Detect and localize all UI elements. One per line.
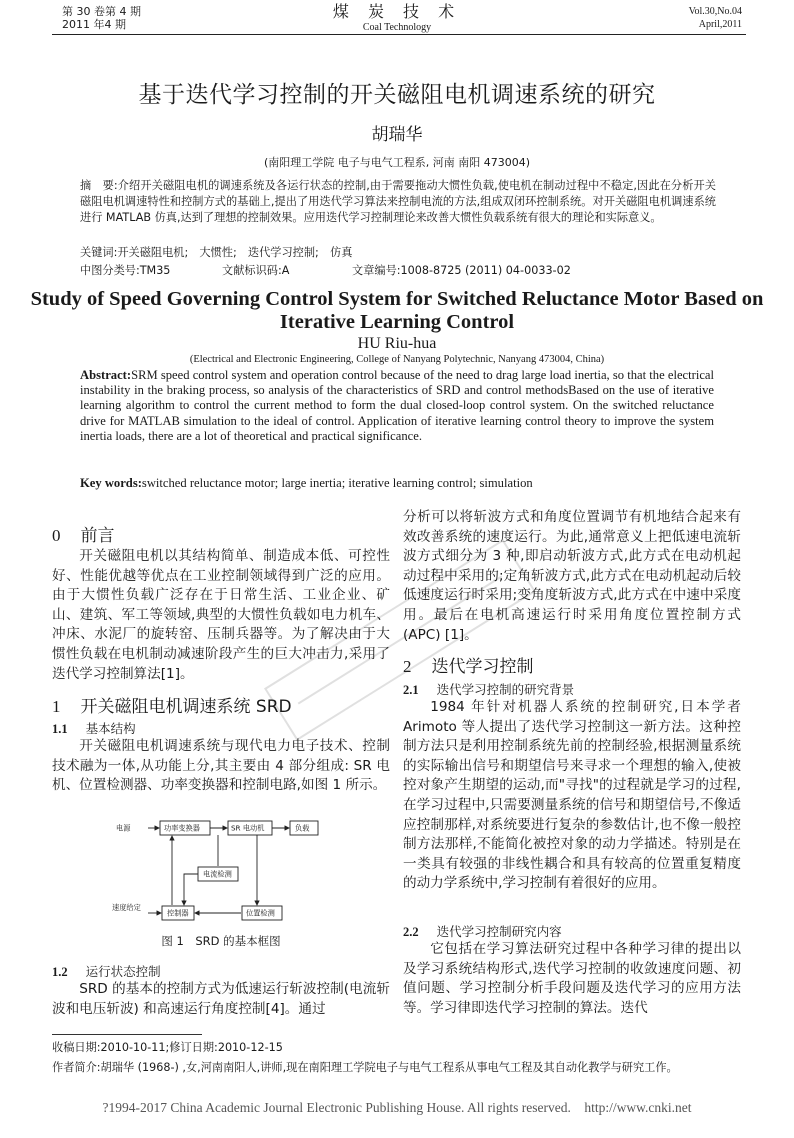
section-0-number: 0 — [52, 526, 61, 545]
paper-title-en: Study of Speed Governing Control System for Switched Reluctance Motor Based on Iterative Learning Control — [30, 288, 764, 333]
subsection-1-2-heading — [52, 962, 390, 980]
subsection-2-2-paragraph: 它包括在学习算法研究过程中各种学习律的提出以及学习系统结构形式,迭代学习控制的收敛速度问题、初值问题、学习控制分析手段问题及迭代学习的应用方法等。学习律即迭代学习控制的算法。迭代 — [403, 941, 741, 1016]
keywords-cn: 关键词:开关磁阻电机; 大惯性; 迭代学习控制; 仿真 — [80, 246, 353, 259]
subsection-1-1-heading — [52, 719, 390, 737]
header-rule — [52, 34, 746, 35]
position-detect-label: 位置检测 — [246, 908, 275, 918]
subsection-1-2-number: 1.2 — [52, 965, 68, 979]
current-feedback-line — [184, 874, 198, 905]
subsection-2-2-number: 2.2 — [403, 925, 419, 939]
section-1-title: 开关磁阻电机调速系统 SRD — [80, 697, 292, 717]
subsection-1-1-title: 基本结构 — [85, 721, 136, 736]
section-1-heading — [52, 692, 390, 717]
keywords-en-label: Key words: — [80, 476, 142, 490]
subsection-2-1-number: 2.1 — [403, 683, 419, 697]
section-1-number: 1 — [52, 697, 61, 716]
controller-label: 控制器 — [167, 908, 189, 918]
subsection-2-1-title: 迭代学习控制的研究背景 — [436, 682, 575, 697]
affiliation-cn: (南阳理工学院 电子与电气工程系, 河南 南阳 473004) — [263, 156, 531, 169]
author-bio: 作者简介:胡瑞华 (1968-) ,女,河南南阳人,讲师,现在南阳理工学院电子与电气工程系从事电气工程及其自动化教学与研究工作。 — [52, 1061, 678, 1074]
srd-block-diagram — [112, 818, 332, 928]
paper-title-cn: 基于迭代学习控制的开关磁阻电机调速系统的研究 — [138, 82, 656, 108]
volume-info-cn — [62, 5, 141, 31]
journal-name — [330, 2, 464, 34]
keywords-en — [80, 476, 533, 491]
keywords-en-text: switched reluctance motor; large inertia; iterative learning control; simulation — [141, 476, 533, 490]
volume-issue-en: Vol.30,No.04 — [688, 6, 742, 17]
section-0-title: 前言 — [80, 526, 115, 546]
subsection-2-2-heading — [403, 922, 741, 940]
abstract-cn: 摘 要:介绍开关磁阻电机的调速系统及各运行状态的控制,由于需要拖动大惯性负载,使电机在制动过程中不稳定,因此在分析开关磁阻电机调速特性和控制方式的基础上,提出了用迭代学习算法来控制电流的方法,组成双闭环控制系统。对开关磁阻电机调速系统进行 MATLAB 仿真,达到了理想的控制效果。应用迭代学习控制理论来改善大惯性负载系统有很大的理论和实际意义。 — [80, 179, 716, 224]
year-issue-cn: 2011 年4 期 — [62, 18, 126, 31]
section-2-heading — [403, 652, 741, 677]
footnote-rule — [52, 1034, 202, 1035]
load-label: 负载 — [295, 823, 310, 833]
document-code: 文献标识码:A — [222, 264, 290, 277]
subsection-1-2-paragraph: SRD 的基本的控制方式为低速运行斩波控制(电流斩波和电压斩波) 和高速运行角度控制[4]。通过 — [52, 981, 390, 1017]
section-2-title: 迭代学习控制 — [431, 657, 534, 677]
section-0-heading — [52, 521, 390, 546]
subsection-1-2-title: 运行状态控制 — [85, 964, 161, 979]
figure-1-caption: 图 1 SRD 的基本框图 — [161, 934, 281, 948]
subsection-1-1-paragraph: 开关磁阻电机调速系统与现代电力电子技术、控制技术融为一体,从功能上分,其主要由 4 部分组成: SR 电机、位置检测器、功率变换器和控制电路,如图 1 所示。 — [52, 738, 390, 794]
journal-name-en: Coal Technology — [362, 22, 432, 33]
date-en: April,2011 — [698, 19, 742, 30]
author-en: HU Riu-hua — [357, 335, 437, 352]
subsection-2-1-paragraph: 1984 年针对机器人系统的控制研究,日本学者 Arimoto 等人提出了迭代学习控制这一新方法。这种控制方法只是利用控制系统先前的控制经验,根据测量系统的实际输出信号和期望信号来寻求一个理想的输入,使被控对象产生期望的运动,而"寻找"的过程就是学习的过程,在学习过程中,只需要测量系统的信号和期望信号,不像适应控制那样,对系统要进行复杂的参数估计,也不像一般控制方法那样,不能简化被控对象的动力学描述。特别是在一类具有较强的非线性耦合和具有较高的位置重复精度的动力学系统中,学习控制有着很好的应用。 — [403, 699, 741, 892]
converter-label: 功率变换器 — [164, 823, 200, 833]
speed-command-label: 速度给定 — [112, 903, 141, 912]
current-detect-label: 电流检测 — [203, 869, 232, 879]
volume-issue-cn: 第 30 卷第 4 期 — [62, 5, 141, 18]
abstract-en-label: Abstract: — [80, 368, 132, 382]
power-source-label: 电源 — [116, 823, 131, 833]
right-column-continuation: 分析可以将斩波方式和角度位置调节有机地结合起来有效改善系统的速度运行。为此,通常意义上把低速电流斩波方式细分为 3 种,即启动斩波方式,此方式在电动机起动过程中采用的;定角斩波方式,此方式在电动机起动后较低速度运行时采用;变角度斩波方式,此方式在中速中采度用。最后在电机高速运行时采用角度位置控制方式 (APC) [1]。 — [403, 509, 741, 643]
motor-label: SR 电动机 — [231, 823, 265, 833]
article-number: 文章编号:1008-8725 (2011) 04-0033-02 — [352, 264, 571, 277]
journal-name-cn: 煤 炭 技 术 — [332, 2, 462, 21]
volume-info-en — [689, 5, 742, 31]
subsection-1-1-number: 1.1 — [52, 722, 68, 736]
affiliation-en: (Electrical and Electronic Engineering, College of Nanyang Polytechnic, Nanyang 473004, China) — [189, 354, 605, 365]
abstract-en — [80, 368, 714, 444]
author-cn: 胡瑞华 — [371, 125, 423, 145]
clc-number: 中图分类号:TM35 — [80, 264, 171, 277]
abstract-en-text: SRM speed control system and operation control because of the need to drag large load inertia, so that the electrical instability in the braking process, so analysis of the characteristics of SRD and control methodsBased on the use of iterative learning algorithm to control the current method to form the dual closed-loop control system. On the switched reluctance drive for MATLAB simulation to the ideal of control. Application of iterative learning control theory to improve the system inertia loads, there are a lot of theoretical and practical significance. — [80, 368, 714, 443]
copyright-footer: ?1994-2017 China Academic Journal Electronic Publishing House. All rights reserved. http://www.cnki.net — [102, 1100, 692, 1115]
subsection-2-2-title: 迭代学习控制研究内容 — [436, 924, 562, 939]
section-2-number: 2 — [403, 657, 412, 676]
received-date: 收稿日期:2010-10-11;修订日期:2010-12-15 — [52, 1041, 283, 1054]
subsection-2-1-heading — [403, 680, 741, 698]
section-0-paragraph: 开关磁阻电机以其结构简单、制造成本低、可控性好、性能优越等优点在工业控制领域得到广泛的应用。由于大惯性负载广泛存在于日常生活、工业企业、矿山、建筑、军工等领域,典型的大惯性负载如电力机车、冲床、水泥厂的旋转窑、压制兵器等。为了解决由于大惯性负载在电机制动减速阶段产生的巨大冲击力,采用了迭代学习控制算法[1]。 — [52, 548, 390, 682]
